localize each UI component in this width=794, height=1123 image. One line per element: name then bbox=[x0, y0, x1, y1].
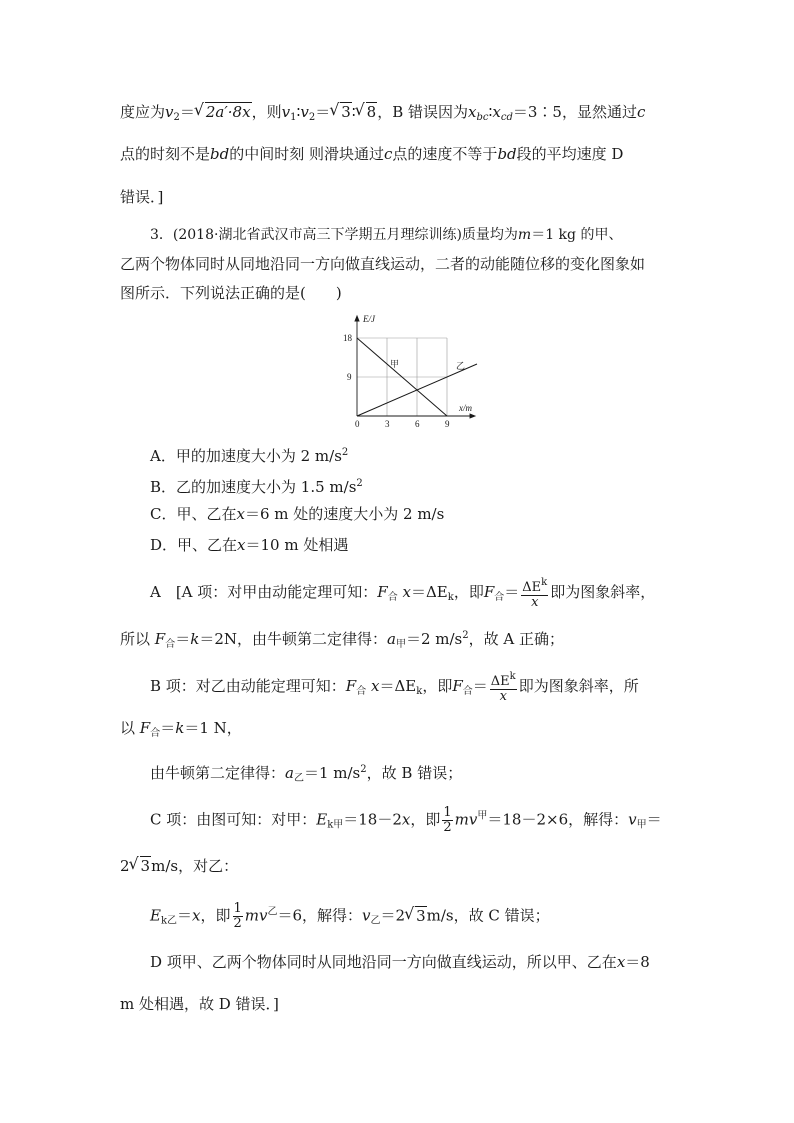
option-a bbox=[150, 443, 348, 466]
text: ＝6，解得： bbox=[277, 906, 363, 925]
var-x: x bbox=[402, 583, 411, 601]
x-tick-label: 3 bbox=[385, 419, 390, 429]
var-F: F bbox=[345, 677, 357, 695]
var-c: c bbox=[384, 145, 393, 163]
text: ，即 bbox=[200, 906, 231, 925]
var-F: F bbox=[139, 719, 151, 737]
text: ＝3∶5，显然通过 bbox=[512, 103, 637, 121]
var-v: v bbox=[281, 103, 291, 121]
numerator bbox=[521, 576, 548, 596]
var-a: a bbox=[387, 630, 396, 648]
continuation-line-1 bbox=[120, 102, 645, 128]
numerator bbox=[490, 670, 517, 690]
text: ＝2N，由牛顿第二定律得： bbox=[199, 630, 387, 648]
var-v: v bbox=[628, 810, 637, 829]
text: 由牛顿第二定律得： bbox=[150, 764, 286, 782]
text: ＝ bbox=[160, 719, 176, 737]
sub: cd bbox=[500, 112, 513, 123]
x-axis-arrow bbox=[470, 414, 475, 418]
numerator: 1 bbox=[233, 901, 242, 916]
text: ∶ bbox=[351, 103, 356, 121]
var-x: x bbox=[468, 103, 477, 121]
radicand: 3 bbox=[416, 906, 426, 925]
var-E: E bbox=[316, 810, 328, 829]
var-E: E bbox=[150, 906, 161, 925]
sub: 合 bbox=[494, 592, 505, 603]
text: ＝ bbox=[175, 630, 191, 648]
radicand: 3 bbox=[341, 103, 351, 121]
text: A．甲的加速度大小为 2 m/s bbox=[150, 447, 342, 465]
var-mv: mv bbox=[244, 906, 268, 925]
radicand: 3 bbox=[140, 857, 151, 875]
solution-line-9 bbox=[150, 952, 650, 972]
text: ，即 bbox=[453, 583, 484, 601]
text: ，故 B 错误； bbox=[366, 764, 463, 782]
fraction-one-half bbox=[442, 806, 452, 835]
option-b bbox=[150, 474, 363, 497]
solution-line-6 bbox=[150, 806, 662, 836]
text: 以 bbox=[120, 719, 136, 737]
series-label-yi: 乙 bbox=[456, 361, 466, 371]
text: ，即 bbox=[410, 810, 441, 829]
var-x: x bbox=[192, 906, 201, 925]
text: ＝2 bbox=[380, 906, 406, 925]
var-a: a bbox=[285, 764, 294, 782]
y-tick-label: 9 bbox=[347, 372, 352, 382]
var-F: F bbox=[483, 583, 495, 601]
sub: 2 bbox=[173, 112, 180, 123]
question-3-line-1 bbox=[150, 225, 622, 245]
denominator: x bbox=[531, 595, 539, 610]
text: ＝1 kg 的甲、 bbox=[531, 227, 623, 243]
text: ＝ bbox=[177, 906, 193, 925]
text: ＝ΔE bbox=[379, 677, 417, 695]
text: ＝18－2×6，解得： bbox=[487, 810, 629, 829]
sub: k甲 bbox=[327, 819, 344, 831]
sub: k乙 bbox=[160, 915, 178, 927]
text: 点的速度不等于 bbox=[392, 145, 498, 163]
solution-line-3 bbox=[150, 670, 639, 704]
sqrt-3 bbox=[330, 102, 352, 122]
text: m/s，对乙： bbox=[151, 857, 239, 875]
text: C 项：由图可知：对甲： bbox=[150, 810, 317, 829]
text: m/s，故 C 错误； bbox=[426, 906, 550, 925]
sub: 2 bbox=[308, 112, 316, 123]
sup: 乙 bbox=[267, 906, 278, 918]
continuation-line-3: 错误．] bbox=[120, 188, 164, 206]
text: A [A 项：对甲由动能定理可知： bbox=[150, 583, 378, 601]
text: 的中间时刻 则滑块通过 bbox=[229, 145, 385, 163]
sup: 2 bbox=[356, 478, 363, 489]
text: ＝ bbox=[504, 583, 520, 601]
var-x: x bbox=[371, 677, 380, 695]
continuation-line-2 bbox=[120, 144, 623, 164]
text: ＝ bbox=[315, 103, 331, 121]
y-axis-label: E/J bbox=[363, 314, 375, 324]
option-c bbox=[150, 504, 444, 524]
text: 2 bbox=[120, 857, 130, 875]
fraction-dE-x bbox=[490, 670, 517, 704]
sub: 合 bbox=[356, 686, 367, 697]
sub: 合 bbox=[387, 592, 398, 603]
text: 即为图象斜率，所 bbox=[518, 677, 639, 695]
sub: bc bbox=[476, 112, 489, 123]
denominator: 2 bbox=[443, 820, 452, 835]
text: ΔE bbox=[490, 674, 510, 689]
sup: k bbox=[509, 671, 516, 682]
series-label-jia: 甲 bbox=[390, 359, 400, 369]
var-v: v bbox=[300, 103, 309, 121]
solution-line-8 bbox=[150, 902, 550, 932]
sub: 合 bbox=[165, 639, 176, 650]
text: ＝2 m/s bbox=[405, 630, 463, 648]
sub: 乙 bbox=[293, 773, 304, 784]
text: B 项：对乙由动能定理可知： bbox=[150, 677, 346, 695]
sqrt-3 bbox=[405, 906, 427, 926]
question-3-line-2: 乙两个物体同时从同地沿同一方向做直线运动，二者的动能随位移的变化图象如 bbox=[120, 255, 646, 273]
var-v: v bbox=[165, 103, 174, 121]
question-3-line-3: 图所示．下列说法正确的是( ) bbox=[120, 284, 342, 302]
option-d bbox=[150, 535, 348, 555]
text: ＝ bbox=[472, 677, 488, 695]
solution-line-4 bbox=[120, 718, 242, 744]
solution-line-2 bbox=[120, 626, 564, 655]
text: ＝ bbox=[646, 810, 662, 829]
var-bd: bd bbox=[497, 145, 517, 163]
var-x: x bbox=[236, 505, 245, 523]
sub: 甲 bbox=[395, 639, 406, 650]
var-v: v bbox=[362, 906, 371, 925]
text: 即为图象斜率， bbox=[550, 583, 656, 601]
solution-line-1 bbox=[150, 576, 655, 610]
text: ＝6 m 处的速度大小为 2 m/s bbox=[244, 505, 445, 523]
sup: 甲 bbox=[477, 810, 488, 822]
y-tick-label: 18 bbox=[343, 333, 352, 343]
sqrt-8 bbox=[356, 102, 378, 122]
solution-line-10: m 处相遇，故 D 错误．] bbox=[120, 995, 279, 1013]
radicand: 2a′·8x bbox=[205, 103, 251, 121]
radicand: 8 bbox=[366, 103, 377, 121]
sub: 合 bbox=[150, 728, 161, 739]
text: ＝1 N， bbox=[184, 719, 242, 737]
sub: 合 bbox=[462, 686, 473, 697]
text: ＝ΔE bbox=[410, 583, 448, 601]
var-F: F bbox=[154, 630, 166, 648]
text: D 项甲、乙两个物体同时从同地沿同一方向做直线运动，所以甲、乙在 bbox=[150, 953, 617, 971]
text: C．甲、乙在 bbox=[150, 505, 237, 523]
x-axis-label: x/m bbox=[459, 403, 472, 413]
var-F: F bbox=[452, 677, 463, 695]
text: D．甲、乙在 bbox=[150, 536, 238, 554]
sup: 2 bbox=[462, 630, 469, 641]
text: ，则 bbox=[251, 103, 282, 121]
text: ∶ bbox=[488, 103, 493, 121]
var-F: F bbox=[377, 583, 388, 601]
numerator: 1 bbox=[443, 805, 452, 820]
text: ＝1 m/s bbox=[303, 764, 361, 782]
sqrt-2a8x bbox=[195, 102, 252, 122]
denominator: x bbox=[499, 689, 507, 704]
denominator: 2 bbox=[233, 916, 242, 931]
text: ∶ bbox=[296, 103, 301, 121]
solution-line-7 bbox=[120, 856, 238, 876]
fraction-dE-x bbox=[521, 576, 548, 610]
text: B．乙的加速度大小为 1.5 m/s bbox=[150, 478, 357, 496]
var-x: x bbox=[401, 810, 411, 829]
text: ＝8 bbox=[625, 953, 650, 971]
text: ，故 A 正确； bbox=[468, 630, 564, 648]
x-tick-label: 6 bbox=[415, 419, 420, 429]
text: 点的时刻不是 bbox=[120, 145, 211, 163]
text: ，即 bbox=[422, 677, 453, 695]
var-m: m bbox=[517, 227, 532, 243]
sup: k bbox=[541, 577, 548, 588]
text: ＝ bbox=[179, 103, 195, 121]
var-x: x bbox=[616, 953, 626, 971]
text: 所以 bbox=[120, 630, 151, 648]
y-axis-arrow bbox=[355, 316, 359, 321]
energy-displacement-graph bbox=[335, 310, 485, 430]
var-k: k bbox=[175, 719, 185, 737]
var-k: k bbox=[190, 630, 200, 648]
sqrt-3 bbox=[130, 856, 152, 876]
sub: k bbox=[416, 686, 423, 697]
sup: 2 bbox=[360, 764, 367, 775]
x-tick-label: 9 bbox=[445, 419, 450, 429]
sub: 乙 bbox=[370, 915, 381, 927]
fraction-one-half bbox=[233, 902, 243, 931]
text: ＝18－2 bbox=[343, 810, 402, 829]
var-mv: mv bbox=[454, 810, 478, 829]
text: 段的平均速度 D bbox=[516, 145, 624, 163]
text: ΔE bbox=[522, 580, 542, 595]
text: ，B 错误因为 bbox=[377, 103, 469, 121]
var-bd: bd bbox=[210, 145, 230, 163]
text: ＝10 m 处相遇 bbox=[245, 536, 349, 554]
var-c: c bbox=[636, 103, 646, 121]
var-x: x bbox=[492, 103, 501, 121]
text: 度应为 bbox=[120, 103, 166, 121]
text: 3．(2018·湖北省武汉市高三下学期五月理综训练)质量均为 bbox=[150, 227, 518, 243]
origin-label: 0 bbox=[355, 419, 360, 429]
var-x: x bbox=[237, 536, 246, 554]
sub: 甲 bbox=[636, 819, 647, 831]
sub: k bbox=[447, 592, 454, 603]
sup: 2 bbox=[341, 447, 349, 458]
sub: 1 bbox=[290, 112, 297, 123]
solution-line-5 bbox=[150, 760, 462, 789]
